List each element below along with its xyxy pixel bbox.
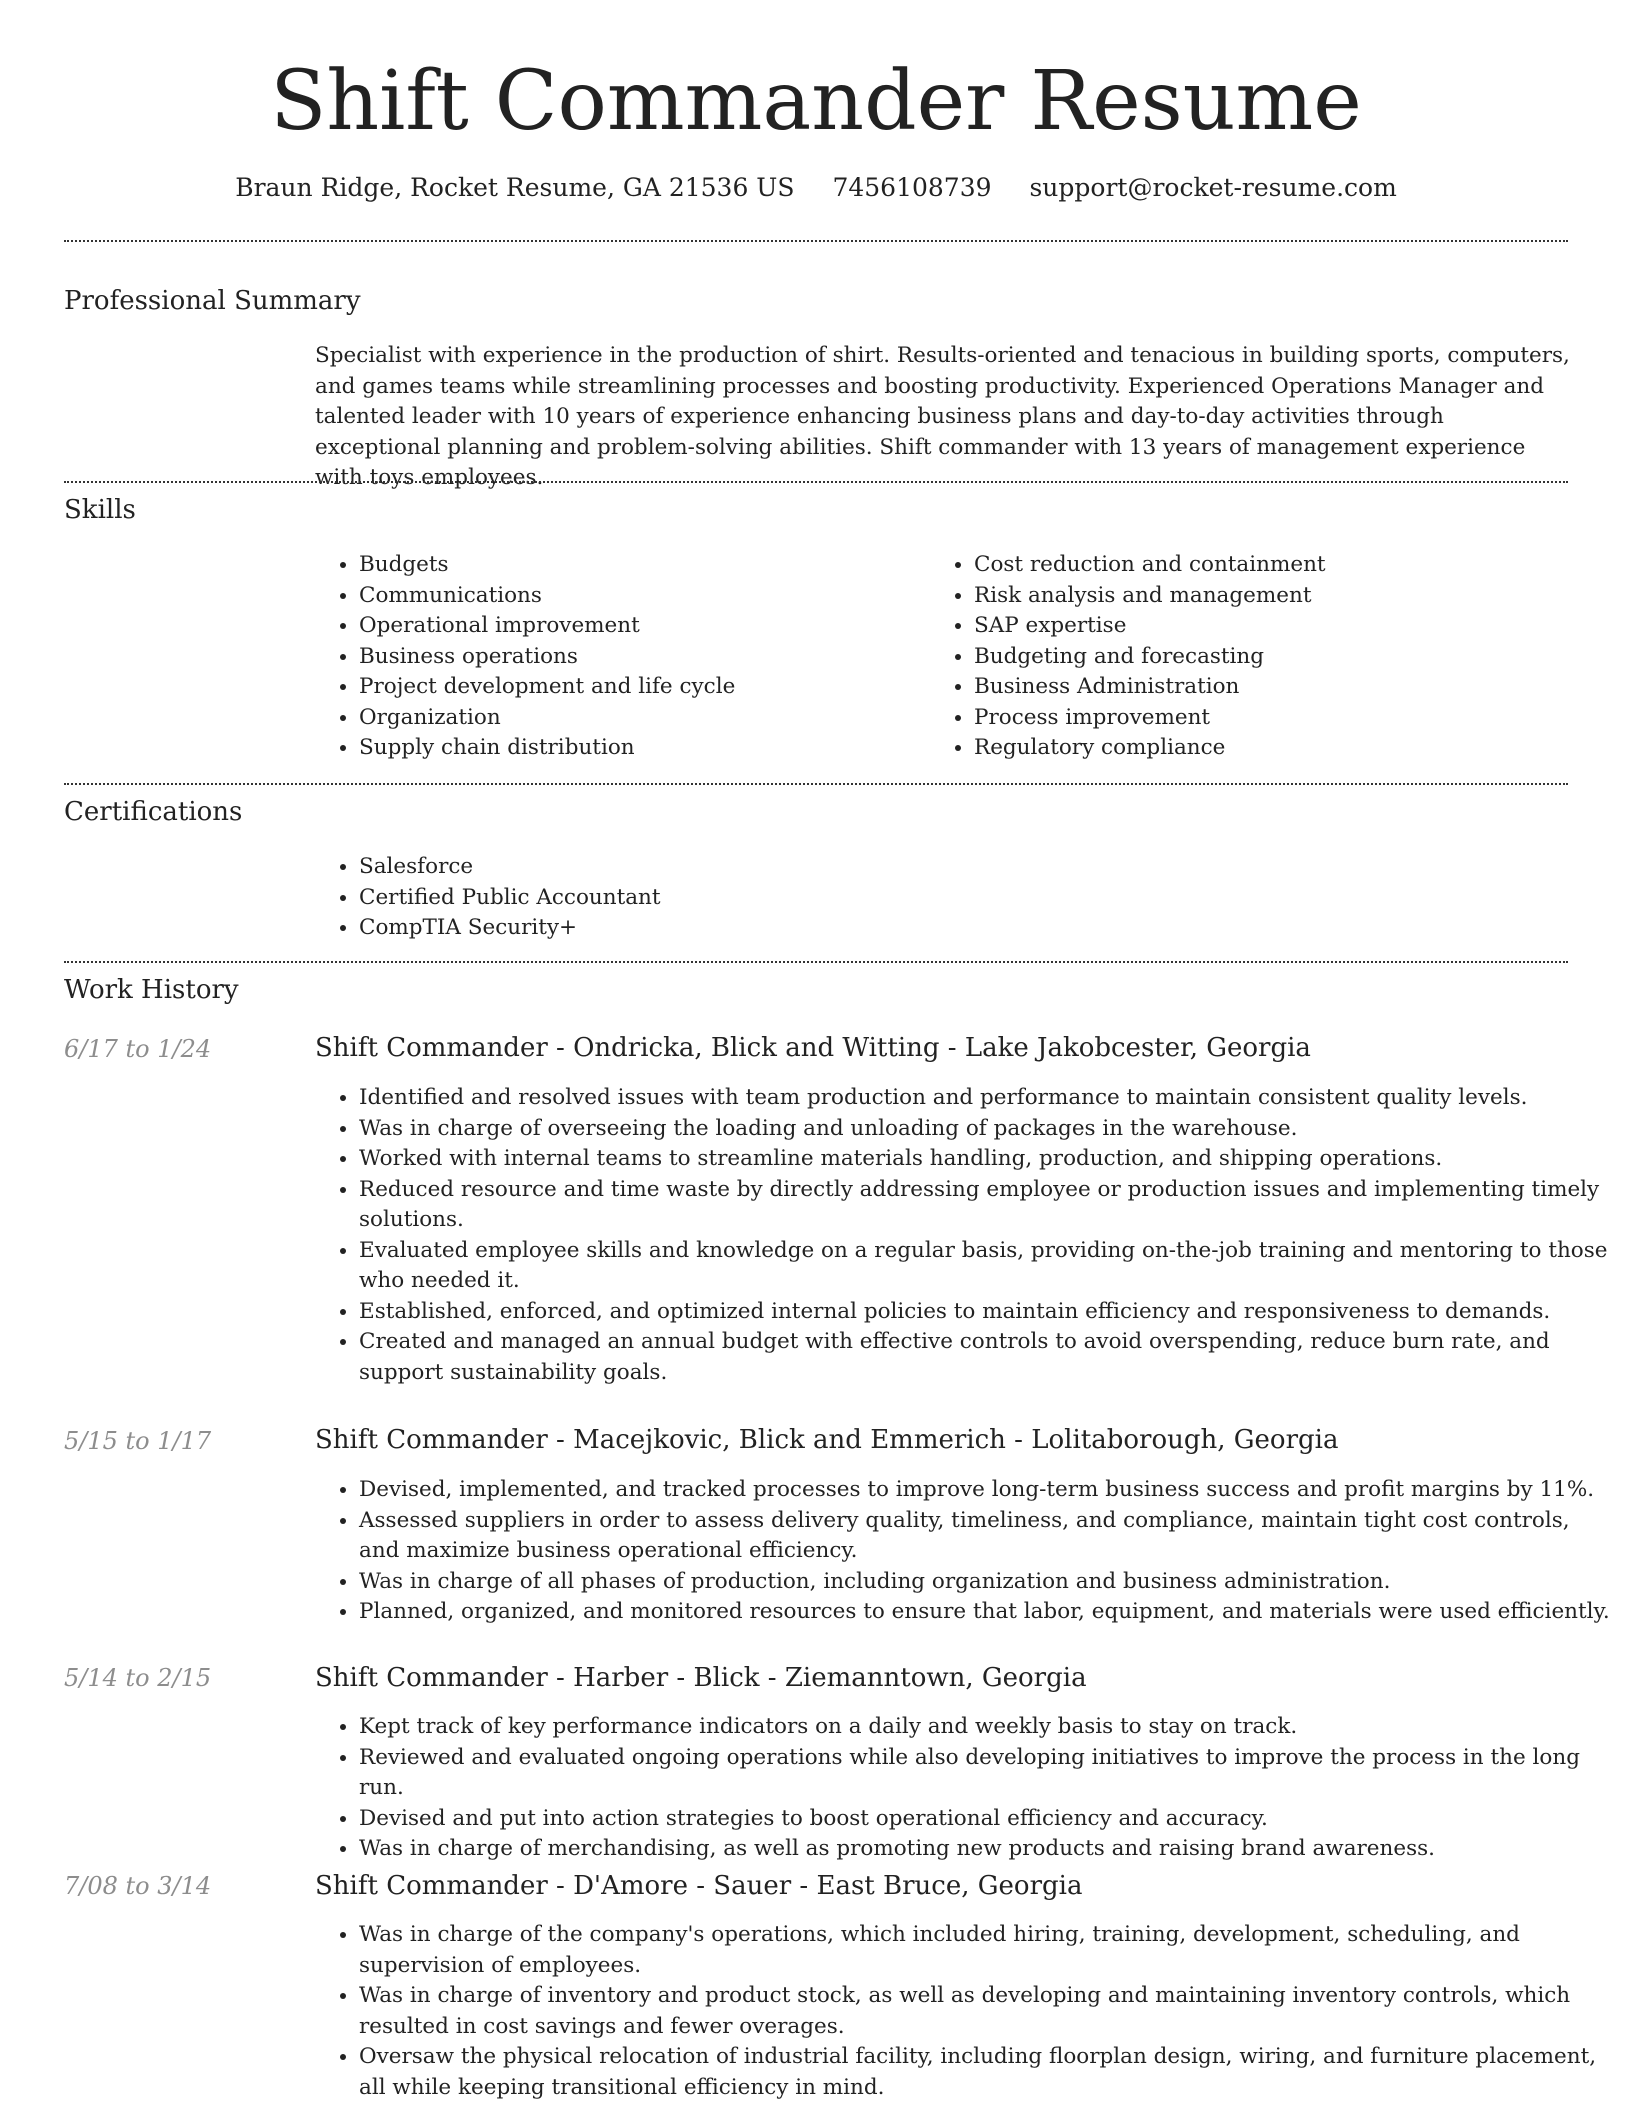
job-title: Shift Commander - Ondricka, Blick and Witting - Lake Jakobcester, Georgia — [315, 1033, 1311, 1063]
summary-text: Specialist with experience in the production of shirt. Results-oriented and tenacious in building sports, computers, and games teams while streamlining processes and boosting productivity. Experienced Operations Manager and talented leader with 10 years of experience enhancing business plans and day-to-day activities through exceptional planning and problem-solving abilities. Shift commander with 13 years of management experience with toys employees. — [315, 343, 1570, 490]
list-item: • Kept track of key performance indicators on a daily and weekly basis to stay on track. — [359, 1712, 1613, 1743]
job-dates: 5/15 to 1/17 — [64, 1427, 212, 1455]
list-item: • Operational improvement — [359, 611, 919, 642]
resume-title: Shift Commander Resume — [270, 54, 1362, 149]
list-item: • Reviewed and evaluated ongoing operations while also developing initiatives to improve the process in the long run. — [359, 1743, 1613, 1804]
section-heading-certifications: Certifications — [64, 797, 243, 827]
contact-line — [0, 170, 1632, 206]
list-item: • Worked with internal teams to streamline materials handling, production, and shipping operations. — [359, 1144, 1613, 1175]
list-item: • Evaluated employee skills and knowledge on a regular basis, providing on-the-job training and mentoring to those who needed it. — [359, 1236, 1613, 1297]
list-item: • CompTIA Security+ — [359, 913, 1159, 944]
list-item: • Supply chain distribution — [359, 733, 919, 764]
list-item: • Was in charge of all phases of production, including organization and business administration. — [359, 1567, 1613, 1598]
list-item: • Reduced resource and time waste by directly addressing employee or production issues and implementing timely solutions. — [359, 1175, 1613, 1236]
list-item: • Was in charge of the company's operations, which included hiring, training, development, scheduling, and supervision of employees. — [359, 1920, 1613, 1981]
job-bullets — [315, 1920, 1613, 2103]
certifications-list — [315, 852, 1159, 944]
job-bullets — [315, 1083, 1613, 1388]
section-divider — [64, 481, 1568, 483]
section-heading-work-history: Work History — [64, 975, 239, 1005]
list-item: • Project development and life cycle — [359, 672, 919, 703]
list-item: • Budgets — [359, 550, 919, 581]
list-item: • Communications — [359, 581, 919, 612]
contact-phone: 7456108739 — [832, 173, 992, 202]
job-dates: 5/14 to 2/15 — [64, 1664, 212, 1692]
list-item: • Was in charge of overseeing the loading and unloading of packages in the warehouse. — [359, 1114, 1613, 1145]
contact-email: support@rocket-resume.com — [1029, 173, 1397, 202]
list-item: • Was in charge of merchandising, as well as promoting new products and raising brand awareness. — [359, 1834, 1613, 1865]
list-item: • Certified Public Accountant — [359, 883, 1159, 914]
job-title: Shift Commander - Macejkovic, Blick and Emmerich - Lolitaborough, Georgia — [315, 1425, 1339, 1455]
section-heading-skills: Skills — [64, 495, 136, 525]
section-divider — [64, 240, 1568, 242]
job-title: Shift Commander - D'Amore - Sauer - East Bruce, Georgia — [315, 1871, 1083, 1901]
list-item: • Identified and resolved issues with team production and performance to maintain consistent quality levels. — [359, 1083, 1613, 1114]
list-item: • Budgeting and forecasting — [974, 642, 1574, 673]
job-bullets — [315, 1475, 1613, 1628]
list-item: • Oversaw the physical relocation of industrial facility, including floorplan design, wiring, and furniture placement, all while keeping transitional efficiency in mind. — [359, 2042, 1613, 2103]
list-item: • Regulatory compliance — [974, 733, 1574, 764]
skills-list-left — [315, 550, 919, 764]
list-item: • Planned, organized, and monitored resources to ensure that labor, equipment, and materials were used efficiently. — [359, 1597, 1613, 1628]
section-divider — [64, 961, 1568, 963]
list-item: • Risk analysis and management — [974, 581, 1574, 612]
list-item: • Was in charge of inventory and product stock, as well as developing and maintaining inventory controls, which resulted in cost savings and fewer overages. — [359, 1981, 1613, 2042]
job-dates: 6/17 to 1/24 — [64, 1035, 212, 1063]
list-item: • Established, enforced, and optimized internal policies to maintain efficiency and responsiveness to demands. — [359, 1297, 1613, 1328]
job-title: Shift Commander - Harber - Blick - Ziemanntown, Georgia — [315, 1663, 1087, 1693]
list-item: • SAP expertise — [974, 611, 1574, 642]
list-item: • Assessed suppliers in order to assess delivery quality, timeliness, and compliance, maintain tight cost controls, and maximize business operational efficiency. — [359, 1506, 1613, 1567]
list-item: • Process improvement — [974, 703, 1574, 734]
contact-address: Braun Ridge, Rocket Resume, GA 21536 US — [235, 173, 795, 202]
list-item: • Devised, implemented, and tracked processes to improve long-term business success and profit margins by 11%. — [359, 1475, 1613, 1506]
list-item: • Devised and put into action strategies to boost operational efficiency and accuracy. — [359, 1804, 1613, 1835]
section-divider — [64, 783, 1568, 785]
list-item: • Business operations — [359, 642, 919, 673]
job-bullets — [315, 1712, 1613, 1865]
section-heading-summary: Professional Summary — [64, 286, 361, 316]
list-item: • Salesforce — [359, 852, 1159, 883]
list-item: • Cost reduction and containment — [974, 550, 1574, 581]
list-item: • Business Administration — [974, 672, 1574, 703]
job-dates: 7/08 to 3/14 — [64, 1872, 212, 1900]
list-item: • Organization — [359, 703, 919, 734]
skills-list-right — [930, 550, 1574, 764]
list-item: • Created and managed an annual budget with effective controls to avoid overspending, reduce burn rate, and support sustainability goals. — [359, 1327, 1613, 1388]
